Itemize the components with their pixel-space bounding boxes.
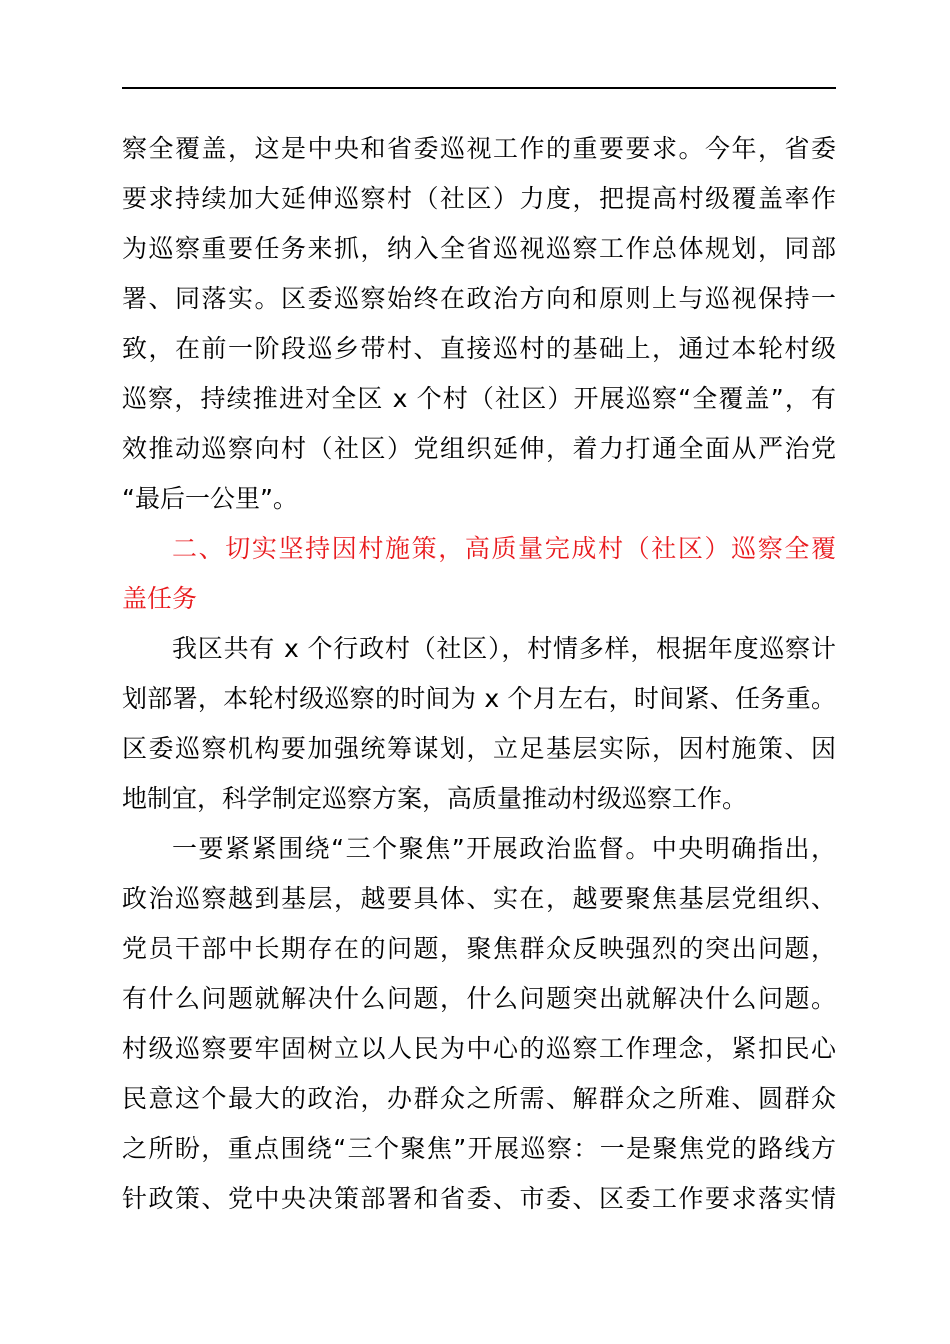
header-rule <box>122 87 836 89</box>
body-line-20: 民意这个最大的政治，办群众之所需、解群众之所难、圆群众 <box>122 1084 836 1113</box>
body-line-22: 针政策、党中央决策部署和省委、市委、区委工作要求落实情 <box>122 1184 836 1213</box>
body-line-5: 致，在前一阶段巡乡带村、直接巡村的基础上，通过本轮村级 <box>122 334 836 363</box>
body-line-16: 政治巡察越到基层，越要具体、实在，越要聚焦基层党组织、 <box>122 884 836 913</box>
body-line-4: 署、同落实。区委巡察始终在政治方向和原则上与巡视保持一 <box>122 284 836 313</box>
body-line-14: 地制宜，科学制定巡察方案，高质量推动村级巡察工作。 <box>122 784 748 813</box>
body-line-21: 之所盼，重点围绕“三个聚焦”开展巡察：一是聚焦党的路线方 <box>122 1134 836 1163</box>
body-line-7: 效推动巡察向村（社区）党组织延伸，着力打通全面从严治党 <box>122 434 836 463</box>
body-line-3: 为巡察重要任务来抓，纳入全省巡视巡察工作总体规划，同部 <box>122 234 836 263</box>
body-line-12: 划部署，本轮村级巡察的时间为 x 个月左右，时间紧、任务重。 <box>122 684 836 713</box>
body-line-11: 我区共有 x 个行政村（社区），村情多样，根据年度巡察计 <box>172 634 836 663</box>
body-line-8: “最后一公里”。 <box>122 484 298 513</box>
body-line-17: 党员干部中长期存在的问题，聚焦群众反映强烈的突出问题， <box>122 934 836 963</box>
section-heading-line-2: 盖任务 <box>122 584 198 613</box>
body-line-15: 一要紧紧围绕“三个聚焦”开展政治监督。中央明确指出， <box>172 834 836 863</box>
body-line-6: 巡察，持续推进对全区 x 个村（社区）开展巡察“全覆盖”，有 <box>122 384 836 413</box>
body-line-2: 要求持续加大延伸巡察村（社区）力度，把提高村级覆盖率作 <box>122 184 836 213</box>
section-heading-line-1: 二、切实坚持因村施策，高质量完成村（社区）巡察全覆 <box>172 534 836 563</box>
body-line-18: 有什么问题就解决什么问题，什么问题突出就解决什么问题。 <box>122 984 836 1013</box>
body-line-19: 村级巡察要牢固树立以人民为中心的巡察工作理念，紧扣民心 <box>122 1034 836 1063</box>
body-line-1: 察全覆盖，这是中央和省委巡视工作的重要要求。今年，省委 <box>122 134 836 163</box>
body-line-13: 区委巡察机构要加强统筹谋划，立足基层实际，因村施策、因 <box>122 734 836 763</box>
